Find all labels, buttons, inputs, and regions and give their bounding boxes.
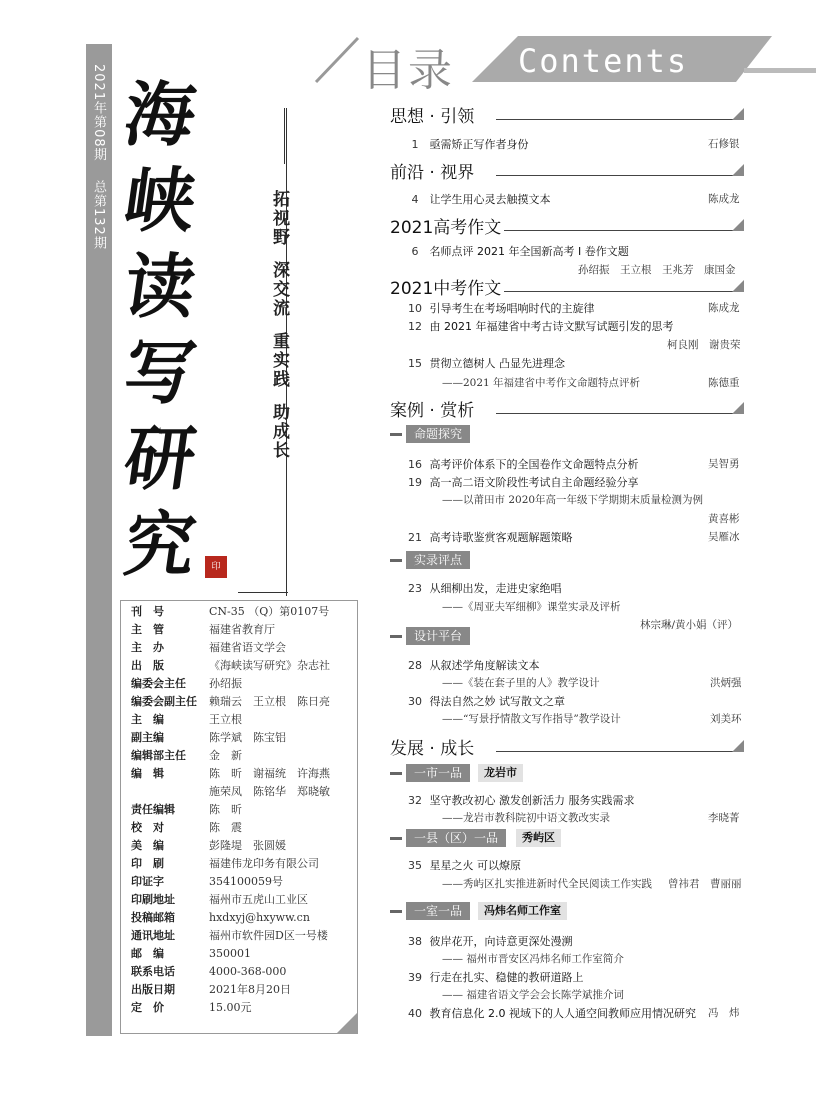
toc-entry[interactable]: 21 高考诗歌鉴赏客观题解题策略	[408, 531, 573, 544]
section-heading: 发展 · 成长	[390, 739, 475, 759]
toc-subtitle: ——龙岩市教科院初中语文教改实录	[442, 812, 610, 824]
section-line	[496, 751, 744, 752]
info-row: 编辑部主任 金 新	[131, 749, 242, 762]
section-line	[496, 119, 744, 120]
info-row: 联系电话 4000-368-000	[131, 965, 287, 978]
toc-subtitle: ——以莆田市 2020年高一年级下学期期末质量检测为例	[442, 494, 704, 506]
info-row: 施荣凤 陈铭华 郑晓敏	[209, 785, 330, 798]
toc-author: 洪炳强	[710, 677, 742, 689]
title-char: 海	[119, 73, 201, 156]
section-line	[496, 175, 744, 176]
publication-info-box	[120, 600, 358, 1034]
total-issue-number: 总第132期	[91, 180, 106, 250]
toc-author: 冯 炜	[708, 1007, 740, 1019]
red-seal-stamp: 印	[205, 556, 227, 578]
toc-author: 黄喜彬	[708, 513, 740, 525]
toc-author: 刘美环	[710, 713, 742, 725]
section-heading: 2021高考作文	[390, 218, 502, 238]
toc-entry[interactable]: 10 引导考生在考场唱响时代的主旋律	[408, 302, 595, 315]
toc-entry[interactable]: 32 坚守教改初心 激发创新活力 服务实践需求	[408, 794, 635, 807]
section-corner-mark	[732, 402, 744, 414]
section-heading: 前沿 · 视界	[390, 163, 475, 183]
toc-author: 李晓菁	[708, 812, 740, 824]
section-line	[496, 413, 744, 414]
section-corner-mark	[732, 280, 744, 292]
motto: 重实践	[269, 332, 289, 389]
motto-column	[270, 190, 306, 474]
info-row: 印证字 354100059号	[131, 875, 283, 888]
vertical-issue-band	[86, 44, 112, 1036]
info-row: 主 编 王立根	[131, 713, 242, 726]
toc-author: 陈德重	[708, 377, 740, 389]
title-char: 写	[119, 331, 201, 414]
info-row: 责任编辑 陈 昕	[131, 803, 242, 816]
toc-entry[interactable]: 40 教育信息化 2.0 视域下的人人通空间教师应用情况研究	[408, 1007, 696, 1020]
section-heading: 2021中考作文	[390, 279, 502, 299]
toc-author: 曾祎君 曹丽丽	[668, 878, 742, 890]
title-char: 研	[119, 417, 201, 500]
journal-title-calligraphy	[112, 72, 208, 588]
toc-subtitle: ——2021 年福建省中考作文命题特点评析	[442, 377, 641, 389]
frame-line	[238, 592, 288, 593]
toc-author: 吴雁冰	[708, 531, 740, 543]
toc-author: 林宗琳/黄小娟（评）	[640, 619, 739, 631]
toc-entry[interactable]: 30 得法自然之妙 试写散文之章	[408, 695, 565, 708]
info-row: 美 编 彭隆堤 张圆媛	[131, 839, 286, 852]
toc-subtitle: ——“写景抒情散文写作指导”教学设计	[442, 713, 621, 725]
corner-triangle	[336, 1012, 358, 1034]
section-corner-mark	[732, 740, 744, 752]
info-row: 编委会主任 孙绍振	[131, 677, 242, 690]
info-row: 校 对 陈 震	[131, 821, 242, 834]
info-row: 印刷地址 福州市五虎山工业区	[131, 893, 308, 906]
toc-entry[interactable]: 16 高考评价体系下的全国卷作文命题特点分析	[408, 458, 639, 471]
info-row: 主 管 福建省教育厅	[131, 623, 275, 636]
info-row: 主 办 福建省语文学会	[131, 641, 286, 654]
toc-subtitle: —— 福建省语文学会会长陈学斌推介词	[442, 989, 624, 1001]
toc-author: 柯良刚 谢贵荣	[667, 339, 741, 351]
info-row: 出 版 《海峡读写研究》杂志社	[131, 659, 330, 672]
divider-line	[284, 108, 285, 164]
info-row: 编委会副主任 赖瑞云 王立根 陈日亮	[131, 695, 330, 708]
issue-number: 2021年第08期	[91, 64, 106, 162]
title-char: 读	[119, 245, 201, 328]
toc-entry[interactable]: 19 高一高二语文阶段性考试自主命题经验分享	[408, 476, 639, 489]
motto: 深交流	[269, 261, 289, 318]
toc-author: 孙绍振 王立根 王兆芳 康国金	[578, 264, 736, 276]
info-row: 副主编 陈学斌 陈宝铝	[131, 731, 286, 744]
toc-entry[interactable]: 6 名师点评 2021 年全国新高考 I 卷作文题	[411, 245, 629, 258]
toc-author: 陈成龙	[708, 302, 740, 314]
toc-entry[interactable]: 23 从细柳出发，走进史家绝唱	[408, 582, 562, 595]
motto: 助成长	[269, 403, 289, 460]
toc-entry[interactable]: 39 行走在扎实、稳健的教研道路上	[408, 971, 584, 984]
contents-banner-text: Contents	[518, 42, 689, 80]
section-corner-mark	[732, 219, 744, 231]
contents-title: 目录	[362, 45, 454, 96]
section-line	[504, 230, 744, 231]
info-row: 通讯地址 福州市软件园D区一号楼	[131, 929, 328, 942]
info-row: 投稿邮箱 hxdxyj@hxyww.cn	[131, 911, 310, 924]
motto: 拓视野	[269, 190, 289, 247]
toc-subtitle: ——《装在套子里的人》教学设计	[442, 677, 600, 689]
toc-author: 吴智勇	[708, 458, 740, 470]
info-row: 刊 号 CN-35 （Q）第0107号	[131, 605, 330, 618]
section-corner-mark	[732, 108, 744, 120]
info-row: 定 价 15.00元	[131, 1001, 252, 1014]
toc-entry[interactable]: 15 贯彻立德树人 凸显先进理念	[408, 357, 565, 370]
toc-entry[interactable]: 12 由 2021 年福建省中考古诗文默写试题引发的思考	[408, 320, 674, 333]
toc-entry[interactable]: 35 星星之火 可以燎原	[408, 859, 521, 872]
toc-entry[interactable]: 1 亟需矫正写作者身份	[411, 138, 529, 151]
header-bar	[744, 68, 816, 73]
header-slash-decoration	[312, 36, 360, 84]
toc-author: 陈成龙	[708, 193, 740, 205]
info-row: 印 刷 福建伟龙印务有限公司	[131, 857, 319, 870]
section-heading: 思想 · 引领	[390, 107, 475, 127]
info-row: 邮 编 350001	[131, 947, 251, 960]
toc-subtitle: —— 福州市晋安区冯炜名师工作室简介	[442, 953, 624, 965]
info-row: 编 辑 陈 昕 谢福统 许海燕	[131, 767, 330, 780]
title-char: 峡	[119, 159, 201, 242]
info-row: 出版日期 2021年8月20日	[131, 983, 291, 996]
toc-author: 石修银	[708, 138, 740, 150]
toc-entry[interactable]: 38 彼岸花开，向诗意更深处漫溯	[408, 935, 573, 948]
toc-subtitle: ——秀屿区扎实推进新时代全民阅读工作实践	[442, 878, 652, 890]
toc-subtitle: ——《周亚夫军细柳》课堂实录及评析	[442, 601, 621, 613]
title-char: 究	[119, 503, 201, 586]
section-line	[504, 291, 744, 292]
toc-entry[interactable]: 4 让学生用心灵去触摸文本	[411, 193, 551, 206]
toc-entry[interactable]: 28 从叙述学角度解读文本	[408, 659, 540, 672]
section-corner-mark	[732, 164, 744, 176]
section-heading: 案例 · 赏析	[390, 401, 475, 421]
